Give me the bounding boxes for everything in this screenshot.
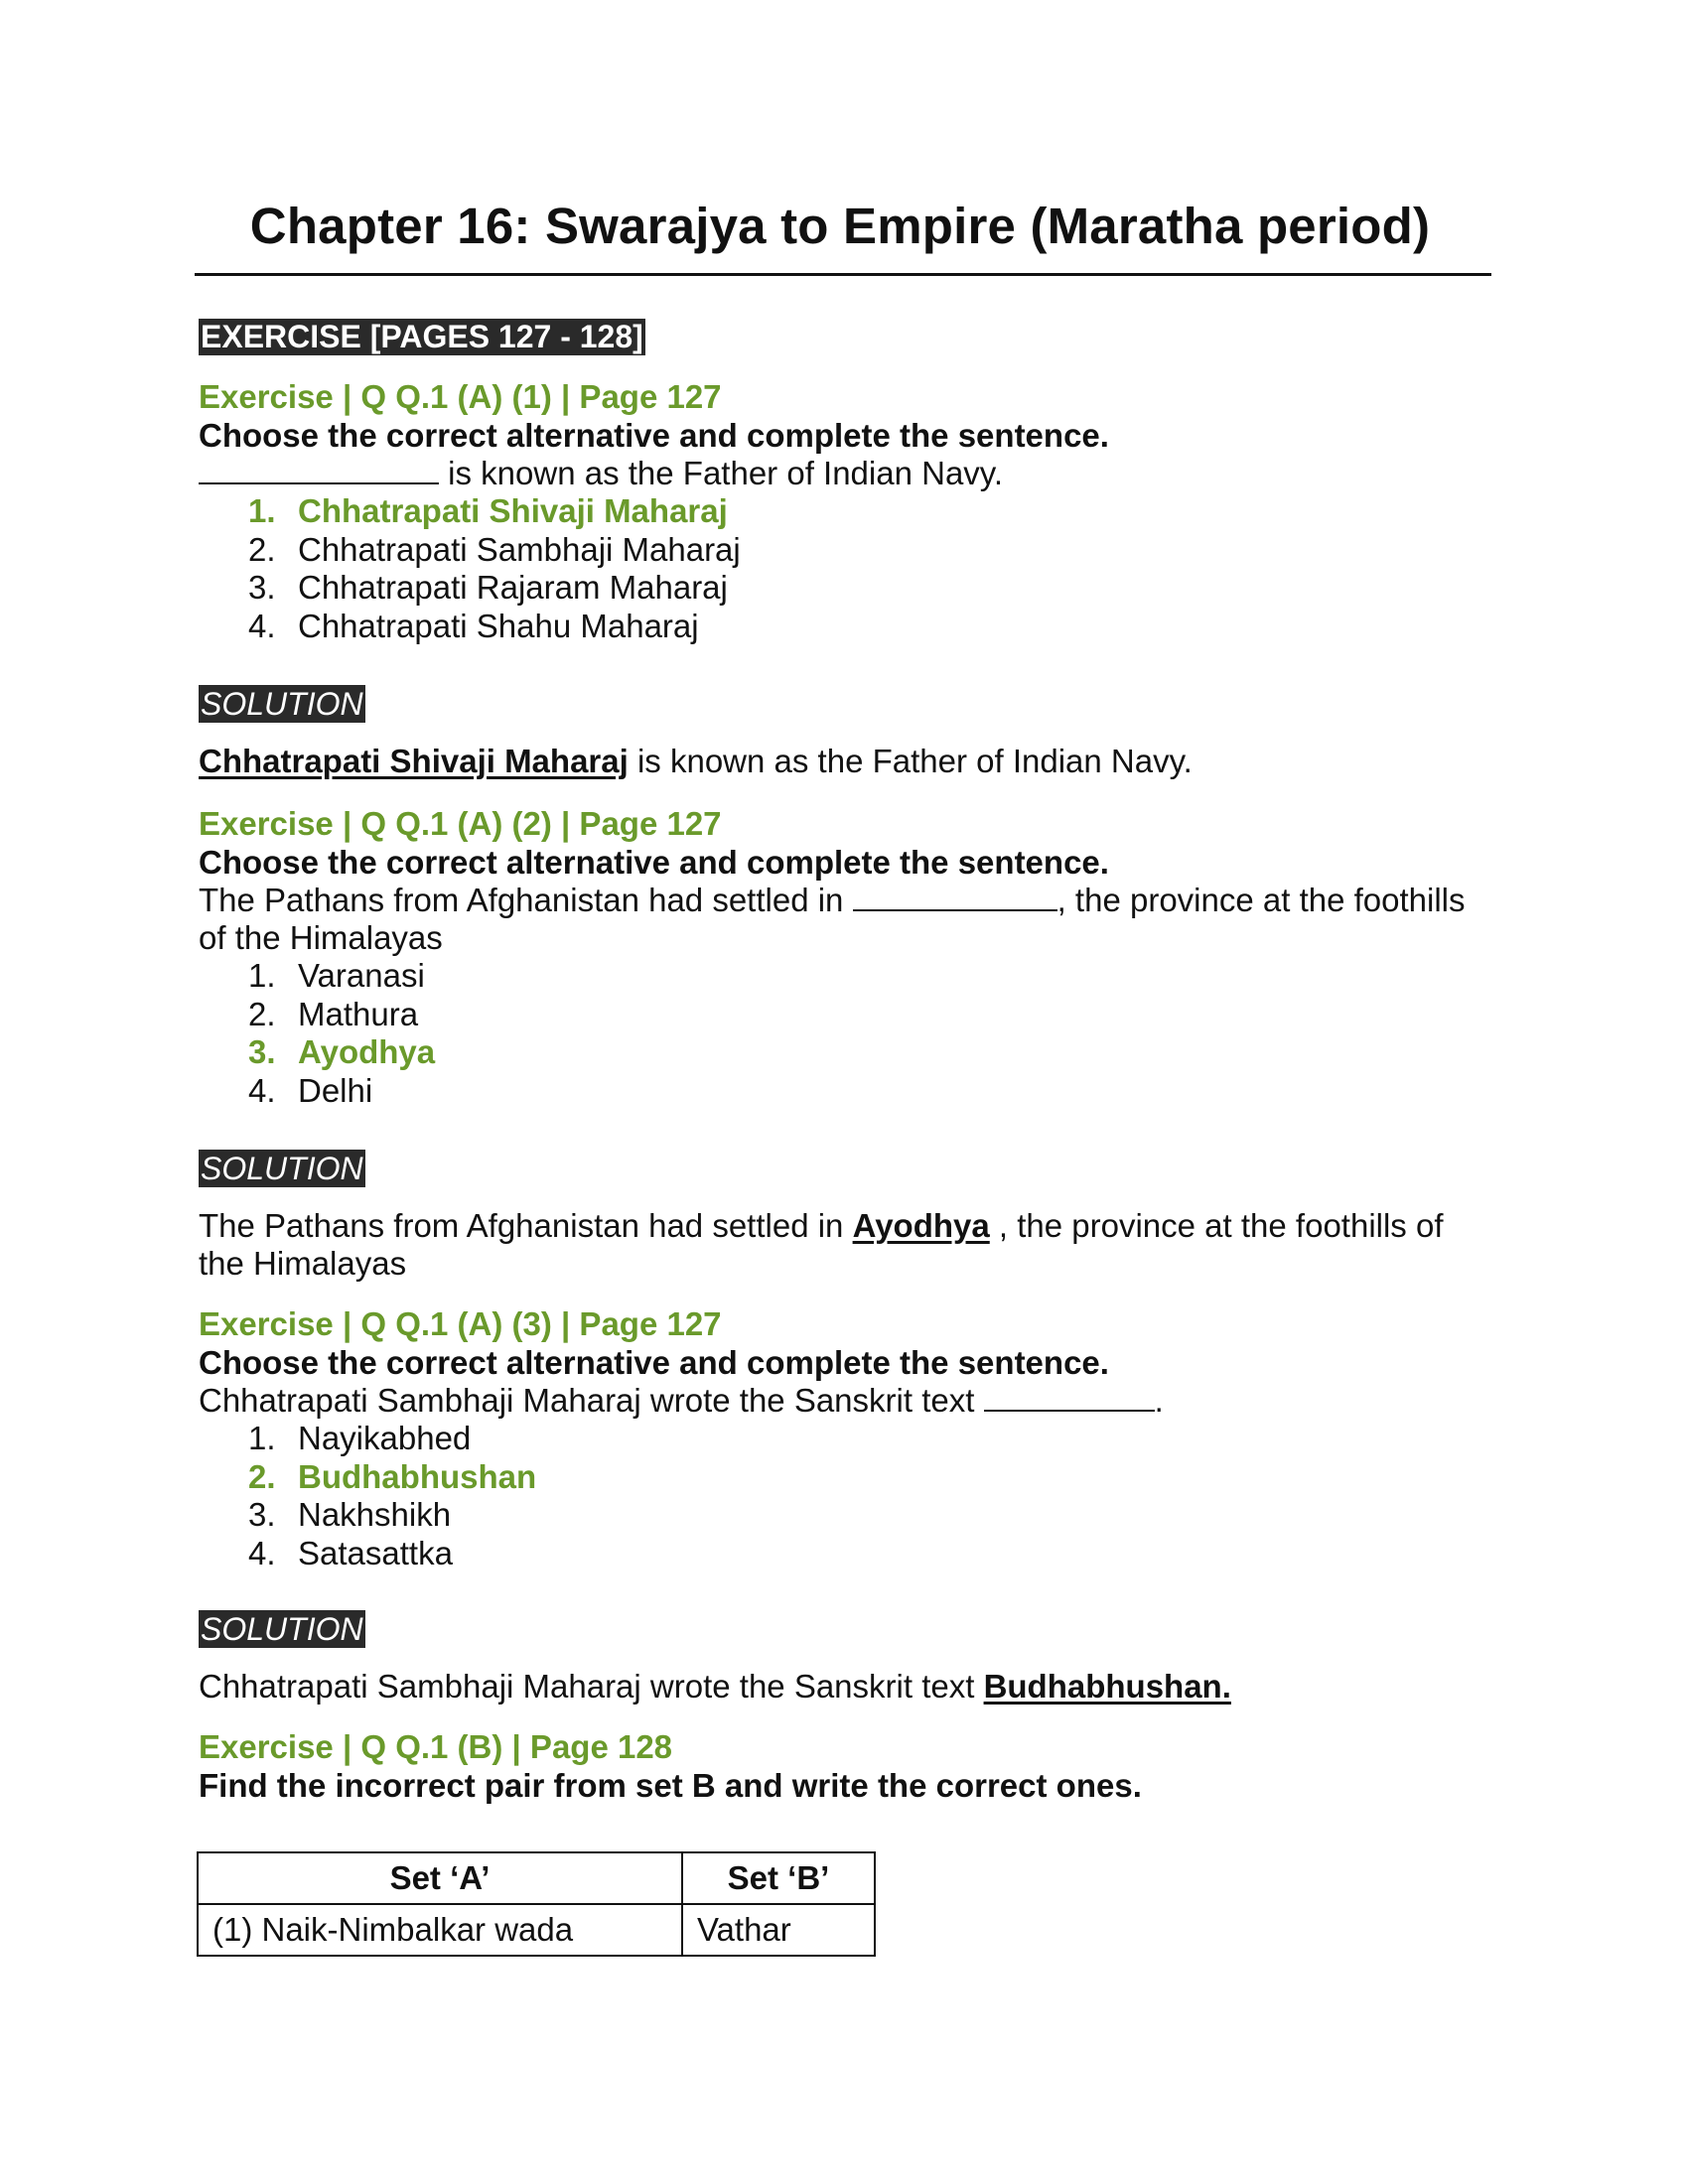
option-correct: 3. Ayodhya xyxy=(248,1033,436,1070)
question-instruction: Choose the correct alternative and complete the sentence. xyxy=(199,844,1109,881)
question-stem: is known as the Father of Indian Navy. xyxy=(199,455,1489,492)
table-row xyxy=(198,1904,875,1956)
question-stem: The Pathans from Afghanistan had settled in , the province at the foothills of the Himalayas xyxy=(199,882,1466,956)
option: 3. Nakhshikh xyxy=(248,1496,452,1533)
column-header-set-b: Set ‘B’ xyxy=(682,1852,875,1904)
options-list xyxy=(199,492,1489,645)
match-table xyxy=(197,1851,876,1957)
exercise-section-tag: EXERCISE [PAGES 127 - 128] xyxy=(201,319,643,354)
solution-text: Chhatrapati Shivaji Maharaj is known as the Father of Indian Navy. xyxy=(199,743,1193,779)
question-heading: Exercise | Q Q.1 (A) (3) | Page 127 xyxy=(199,1305,722,1342)
question-4 xyxy=(199,1727,1489,1805)
question-stem: Chhatrapati Sambhaji Maharaj wrote the Sanskrit text . xyxy=(199,1382,1164,1419)
solution-text: The Pathans from Afghanistan had settled in Ayodhya , the province at the foothills of the Himalayas xyxy=(199,1207,1444,1282)
question-instruction: Choose the correct alternative and complete the sentence. xyxy=(199,1344,1109,1381)
column-header-set-a: Set ‘A’ xyxy=(198,1852,682,1904)
table-cell: Vathar xyxy=(682,1904,875,1956)
table-header-row xyxy=(198,1852,875,1904)
option-correct: 1. Chhatrapati Shivaji Maharaj xyxy=(248,492,728,529)
solution-2 xyxy=(199,1150,1489,1283)
question-1 xyxy=(199,377,1489,645)
options-list xyxy=(199,957,1489,1110)
page-title: Chapter 16: Swarajya to Empire (Maratha period) xyxy=(249,198,1431,254)
question-2 xyxy=(199,804,1489,1110)
option: 4. Chhatrapati Shahu Maharaj xyxy=(248,607,699,644)
solution-label: SOLUTION xyxy=(201,1611,363,1647)
question-heading: Exercise | Q Q.1 (B) | Page 128 xyxy=(199,1728,673,1765)
solution-label: SOLUTION xyxy=(201,686,363,722)
question-heading: Exercise | Q Q.1 (A) (2) | Page 127 xyxy=(199,805,722,842)
option: 2. Chhatrapati Sambhaji Maharaj xyxy=(248,530,741,568)
question-instruction: Choose the correct alternative and complete the sentence. xyxy=(199,417,1109,454)
title-underline xyxy=(195,273,1491,276)
option: 2. Mathura xyxy=(248,995,419,1032)
solution-answer: Chhatrapati Shivaji Maharaj xyxy=(199,743,629,779)
solution-1 xyxy=(199,685,1489,780)
question-instruction: Find the incorrect pair from set B and write the correct ones. xyxy=(199,1767,1142,1804)
question-3 xyxy=(199,1304,1489,1572)
question-heading: Exercise | Q Q.1 (A) (1) | Page 127 xyxy=(199,378,722,415)
option: 3. Chhatrapati Rajaram Maharaj xyxy=(248,569,728,606)
answer-blank xyxy=(199,455,439,484)
option: 1. Varanasi xyxy=(248,957,425,994)
solution-text: Chhatrapati Sambhaji Maharaj wrote the Sanskrit text Budhabhushan. xyxy=(199,1668,1231,1705)
option: 1. Nayikabhed xyxy=(248,1420,472,1456)
solution-answer: Budhabhushan. xyxy=(983,1668,1231,1705)
answer-blank xyxy=(984,1382,1155,1412)
solution-answer: Ayodhya xyxy=(852,1207,990,1244)
option: 4. Delhi xyxy=(248,1071,373,1109)
option-correct: 2. Budhabhushan xyxy=(248,1457,537,1495)
options-list xyxy=(199,1420,1489,1572)
table-cell: (1) Naik-Nimbalkar wada xyxy=(198,1904,682,1956)
solution-label: SOLUTION xyxy=(201,1151,363,1186)
option: 4. Satasattka xyxy=(248,1534,453,1571)
solution-3 xyxy=(199,1610,1489,1706)
answer-blank xyxy=(853,882,1057,911)
